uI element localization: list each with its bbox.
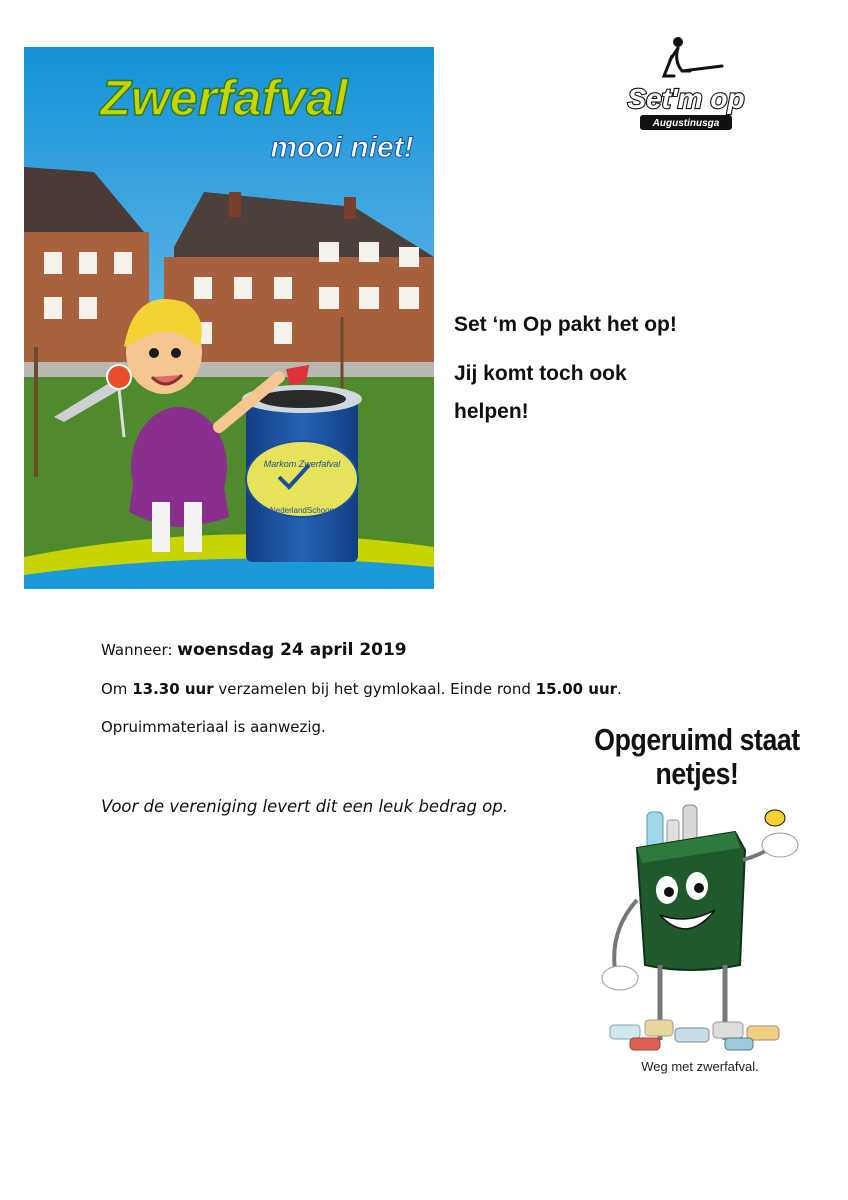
date-label: Wanneer: — [101, 641, 173, 659]
time-prefix: Om — [101, 680, 128, 698]
zwerfafval-poster — [24, 47, 434, 589]
time-end: 15.00 uur — [535, 680, 618, 698]
bin-label-top: Markom Zwerfafval — [263, 459, 341, 469]
event-time-line — [101, 680, 622, 698]
illustration-title-line-2: netjes! — [655, 756, 739, 791]
time-start: 13.30 uur — [132, 680, 214, 698]
setmop-logo — [612, 36, 760, 136]
time-middle: verzamelen bij het gymlokaal. Einde rond — [218, 680, 531, 698]
date-value: woensdag 24 april 2019 — [177, 640, 407, 660]
litter-pile — [610, 1020, 779, 1050]
association-note: Voor de vereniging levert dit een leuk bedrag op. — [101, 797, 508, 816]
headline-line-2: Jij komt toch ook — [454, 362, 627, 385]
illustration-title-line-1: Opgeruimd staat — [594, 722, 800, 757]
headline-line-1: Set ‘m Op pakt het op! — [454, 313, 677, 336]
illustration-caption: Weg met zwerfafval. — [641, 1059, 759, 1074]
poster-subtitle: mooi niet! — [270, 131, 414, 164]
logo-name: Set'm op — [627, 83, 745, 114]
smiling-bin-illustration — [575, 720, 825, 1090]
time-suffix: . — [617, 680, 622, 698]
bin-label-bottom: NederlandSchoon — [269, 506, 335, 515]
logo-place: Augustinusga — [652, 118, 720, 129]
material-note: Opruimmateriaal is aanwezig. — [101, 718, 326, 736]
event-date-line — [101, 640, 407, 660]
headline-line-3: helpen! — [454, 400, 529, 423]
poster-title: Zwerfafval — [100, 70, 348, 126]
